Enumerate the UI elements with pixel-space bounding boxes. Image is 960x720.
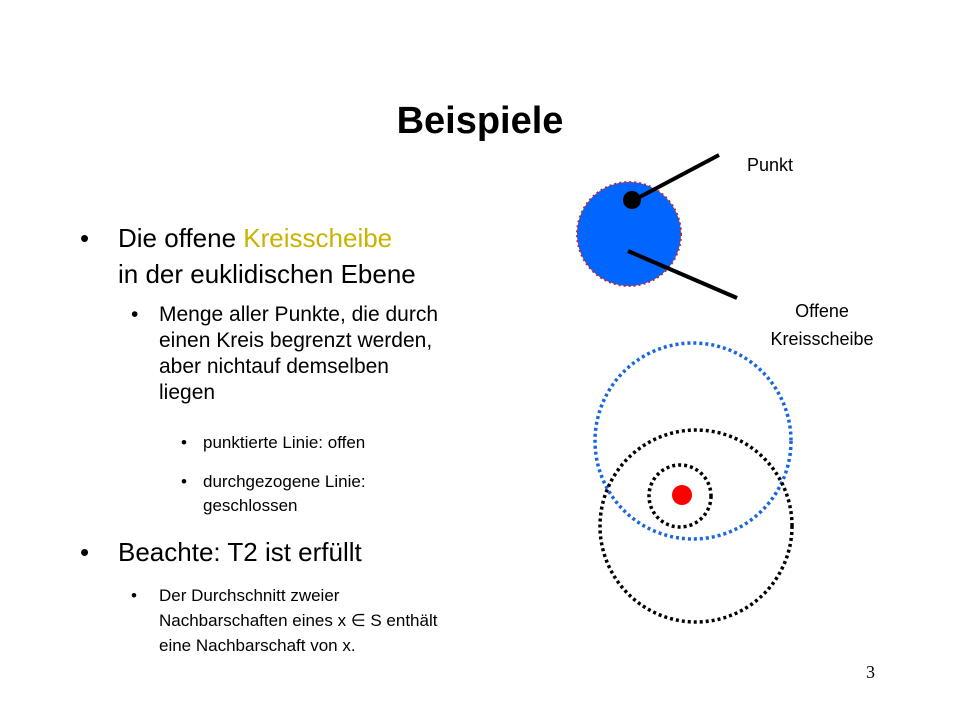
sub-line: eine Nachbarschaft von x. — [159, 636, 356, 655]
label-punkt: Punkt — [746, 155, 794, 175]
bullet-marker: • — [131, 586, 137, 605]
subsub-line: durchgezogene Linie: — [203, 472, 366, 491]
label-line: Kreisscheibe — [770, 329, 874, 349]
label-line: Offene — [795, 301, 849, 321]
blue-dotted-circle — [595, 343, 791, 539]
bullet-marker: • — [131, 303, 139, 326]
sub-line: Nachbarschaften eines x ∈ S enthält — [159, 611, 438, 630]
page-number: 3 — [866, 662, 875, 682]
large-black-dotted-circle — [600, 430, 792, 622]
subsub-line: punktierte Linie: offen — [203, 433, 366, 452]
pointer-line-point — [636, 155, 719, 199]
bullet-marker: • — [80, 223, 90, 253]
bullet-marker: • — [181, 433, 187, 452]
highlighted-term: Kreisscheibe — [243, 223, 393, 253]
bullet-text: Die offene — [118, 223, 244, 253]
red-point — [672, 485, 692, 505]
bullet-marker: • — [80, 537, 90, 567]
slide-title: Beispiele — [396, 100, 564, 142]
sub-line: einen Kreis begrenzt werden, — [159, 329, 433, 352]
label-offene-kreisscheibe — [752, 297, 892, 353]
bullet-line: Beachte: T2 ist erfüllt — [118, 537, 362, 567]
subsub-line: geschlossen — [203, 496, 298, 515]
sub-line: liegen — [159, 381, 216, 404]
sub-line: Der Durchschnitt zweier — [159, 586, 340, 605]
bullet-line: in der euklidischen Ebene — [118, 259, 416, 289]
sub-line: aber nichtauf demselben — [159, 355, 389, 378]
bullet-marker: • — [181, 472, 187, 491]
point-marker — [623, 191, 641, 209]
sub-line: Menge aller Punkte, die durch — [159, 303, 438, 326]
